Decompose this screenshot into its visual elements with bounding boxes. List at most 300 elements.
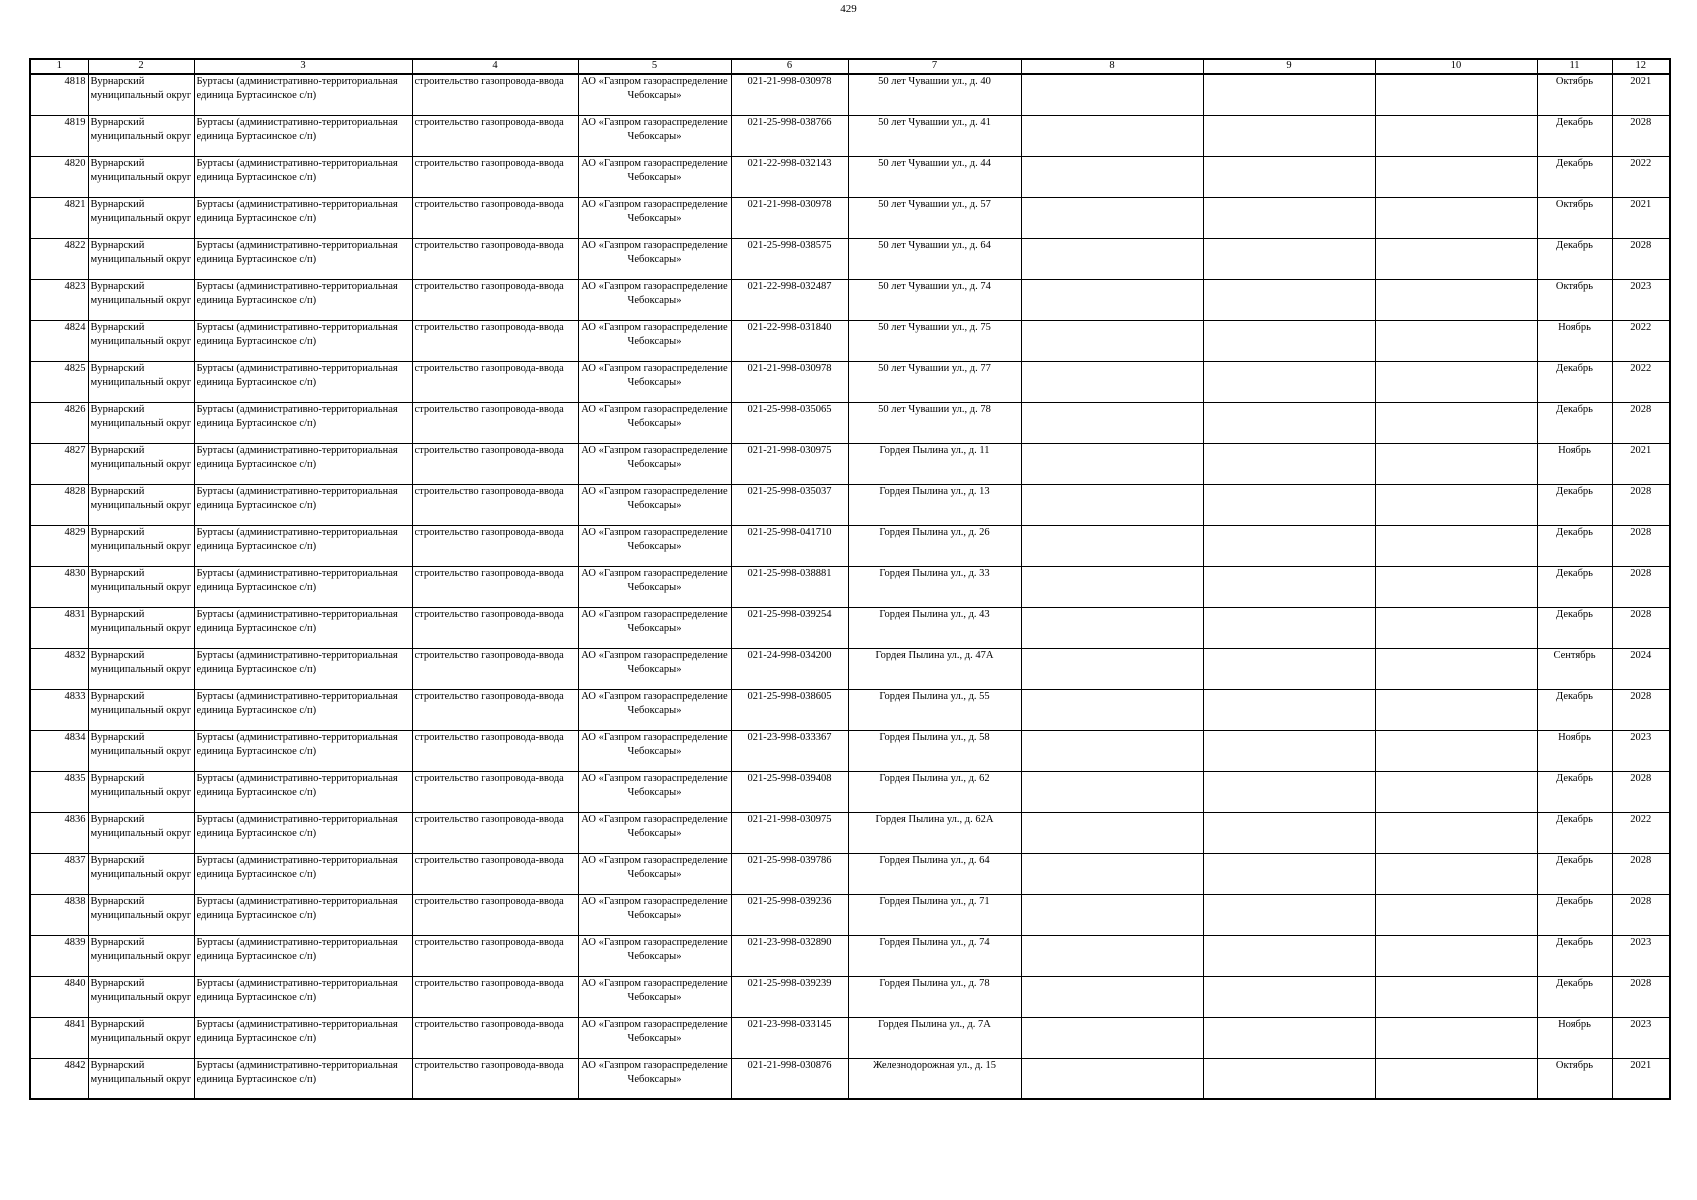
work-type-cell [412, 771, 578, 812]
year-cell-text: 2028 [1630, 239, 1652, 251]
column-8-cell [1021, 279, 1203, 320]
object-code-cell-text: 021-22-998-031840 [747, 321, 832, 333]
district-cell [88, 443, 194, 484]
object-code-cell [731, 812, 848, 853]
work-type-cell [412, 197, 578, 238]
object-code-cell [731, 443, 848, 484]
district-cell [88, 853, 194, 894]
column-9-cell [1203, 648, 1375, 689]
column-9-cell [1203, 689, 1375, 730]
object-code-cell-text: 021-25-998-035065 [747, 403, 832, 415]
work-type-cell-text: строительство газопровода-ввода [414, 198, 564, 210]
column-9-cell [1203, 156, 1375, 197]
address-cell-text: Гордея Пылина ул., д. 71 [879, 895, 990, 907]
object-code-cell [731, 525, 848, 566]
column-9-cell [1203, 1017, 1375, 1058]
district-cell-text: Вурнарский муниципальный округ [90, 116, 192, 142]
record-number [30, 115, 88, 156]
organization-cell-text: АО «Газпром газораспределение Чебоксары» [581, 485, 728, 511]
district-cell-text: Вурнарский муниципальный округ [90, 731, 192, 757]
column-header: 1 [30, 59, 88, 74]
column-10-cell [1375, 935, 1537, 976]
object-code-cell [731, 320, 848, 361]
month-cell-text: Октябрь [1555, 76, 1594, 87]
district-cell [88, 935, 194, 976]
record-number [30, 525, 88, 566]
year-cell-text: 2028 [1630, 977, 1652, 989]
column-10-cell [1375, 689, 1537, 730]
work-type-cell-text: строительство газопровода-ввода [414, 1059, 564, 1071]
column-10-cell [1375, 648, 1537, 689]
year-cell [1612, 402, 1670, 443]
object-code-cell [731, 115, 848, 156]
organization-cell-text: АО «Газпром газораспределение Чебоксары» [581, 403, 728, 429]
year-cell [1612, 320, 1670, 361]
work-type-cell-text: строительство газопровода-ввода [414, 485, 564, 497]
year-cell [1612, 853, 1670, 894]
work-type-cell [412, 402, 578, 443]
organization-cell-text: АО «Газпром газораспределение Чебоксары» [581, 321, 728, 347]
district-cell [88, 361, 194, 402]
month-cell-text: Декабрь [1556, 977, 1593, 989]
object-code-cell [731, 648, 848, 689]
month-cell-text: Декабрь [1556, 362, 1593, 374]
organization-cell [578, 320, 731, 361]
object-code-cell-text: 021-21-998-030975 [747, 444, 832, 456]
record-number-text: 4842 [64, 1059, 86, 1071]
year-cell [1612, 812, 1670, 853]
year-cell-text: 2028 [1630, 608, 1652, 620]
column-8-cell [1021, 607, 1203, 648]
month-cell-text: Декабрь [1556, 526, 1593, 538]
table-row [30, 689, 1670, 730]
object-code-cell [731, 566, 848, 607]
month-cell-text: Декабрь [1556, 936, 1593, 948]
object-code-cell-text: 021-25-998-038766 [747, 116, 832, 128]
settlement-cell [194, 238, 412, 279]
organization-cell [578, 1058, 731, 1099]
object-code-cell-text: 021-21-998-030975 [747, 813, 832, 825]
settlement-cell-text: Буртасы (административно-территориальная единица Буртасинское с/п) [196, 731, 398, 757]
object-code-cell [731, 894, 848, 935]
column-8-cell [1021, 1058, 1203, 1099]
organization-cell [578, 976, 731, 1017]
address-cell-text: Гордея Пылина ул., д. 7А [878, 1018, 991, 1030]
district-cell [88, 648, 194, 689]
column-header: 9 [1203, 59, 1375, 74]
table-row [30, 1058, 1670, 1099]
column-8-cell [1021, 853, 1203, 894]
column-header: 3 [194, 59, 412, 74]
settlement-cell [194, 484, 412, 525]
district-cell-text: Вурнарский муниципальный округ [90, 895, 192, 921]
month-cell-text: Ноябрь [1558, 731, 1591, 743]
settlement-cell-text: Буртасы (административно-территориальная единица Буртасинское с/п) [196, 76, 398, 101]
column-10-cell [1375, 812, 1537, 853]
record-number [30, 320, 88, 361]
work-type-cell-text: строительство газопровода-ввода [414, 321, 564, 333]
year-cell-text: 2028 [1630, 116, 1652, 128]
column-9-cell [1203, 238, 1375, 279]
work-type-cell [412, 484, 578, 525]
month-cell-text: Декабрь [1556, 608, 1593, 620]
work-type-cell-text: строительство газопровода-ввода [414, 76, 564, 87]
district-cell-text: Вурнарский муниципальный округ [90, 608, 192, 634]
column-9-cell [1203, 771, 1375, 812]
organization-cell [578, 689, 731, 730]
column-header: 11 [1537, 59, 1612, 74]
month-cell [1537, 238, 1612, 279]
object-code-cell-text: 021-25-998-038881 [747, 567, 832, 579]
object-code-cell [731, 238, 848, 279]
year-cell [1612, 238, 1670, 279]
organization-cell-text: АО «Газпром газораспределение Чебоксары» [581, 76, 728, 101]
column-9-cell [1203, 894, 1375, 935]
record-number-text: 4818 [64, 76, 86, 87]
year-cell [1612, 197, 1670, 238]
object-code-cell [731, 1058, 848, 1099]
work-type-cell [412, 648, 578, 689]
column-10-cell [1375, 484, 1537, 525]
column-header: 8 [1021, 59, 1203, 74]
column-header: 2 [88, 59, 194, 74]
column-10-cell [1375, 279, 1537, 320]
settlement-cell [194, 1058, 412, 1099]
column-header: 5 [578, 59, 731, 74]
year-cell-text: 2028 [1630, 772, 1652, 784]
work-type-cell [412, 320, 578, 361]
district-cell-text: Вурнарский муниципальный округ [90, 936, 192, 962]
address-cell-text: Гордея Пылина ул., д. 13 [879, 485, 990, 497]
record-number-text: 4825 [64, 362, 86, 374]
month-cell-text: Декабрь [1556, 813, 1593, 825]
address-cell-text: 50 лет Чувашии ул., д. 40 [878, 76, 991, 87]
object-code-cell [731, 1017, 848, 1058]
settlement-cell [194, 566, 412, 607]
table-row [30, 443, 1670, 484]
work-type-cell-text: строительство газопровода-ввода [414, 895, 564, 907]
column-8-cell [1021, 689, 1203, 730]
object-code-cell-text: 021-25-998-039254 [747, 608, 832, 620]
settlement-cell-text: Буртасы (административно-территориальная единица Буртасинское с/п) [196, 157, 398, 183]
work-type-cell [412, 74, 578, 115]
district-cell [88, 771, 194, 812]
organization-cell [578, 402, 731, 443]
column-9-cell [1203, 361, 1375, 402]
column-9-cell [1203, 853, 1375, 894]
year-cell-text: 2023 [1630, 936, 1652, 948]
work-type-cell [412, 812, 578, 853]
district-cell-text: Вурнарский муниципальный округ [90, 362, 192, 388]
record-number [30, 935, 88, 976]
record-number-text: 4821 [64, 198, 86, 210]
year-cell [1612, 484, 1670, 525]
district-cell-text: Вурнарский муниципальный округ [90, 854, 192, 880]
column-9-cell [1203, 607, 1375, 648]
address-cell [848, 1017, 1021, 1058]
district-cell-text: Вурнарский муниципальный округ [90, 813, 192, 839]
work-type-cell [412, 853, 578, 894]
object-code-cell [731, 74, 848, 115]
address-cell [848, 689, 1021, 730]
work-type-cell [412, 1058, 578, 1099]
address-cell-text: 50 лет Чувашии ул., д. 78 [878, 403, 991, 415]
work-type-cell [412, 689, 578, 730]
record-number [30, 1017, 88, 1058]
organization-cell [578, 1017, 731, 1058]
record-number-text: 4823 [64, 280, 86, 292]
organization-cell-text: АО «Газпром газораспределение Чебоксары» [581, 772, 728, 798]
settlement-cell [194, 935, 412, 976]
table-row [30, 361, 1670, 402]
district-cell-text: Вурнарский муниципальный округ [90, 444, 192, 470]
column-9-cell [1203, 402, 1375, 443]
month-cell-text: Октябрь [1555, 280, 1594, 292]
object-code-cell [731, 279, 848, 320]
month-cell [1537, 894, 1612, 935]
year-cell-text: 2028 [1630, 485, 1652, 497]
table-row [30, 648, 1670, 689]
record-number [30, 279, 88, 320]
object-code-cell-text: 021-25-998-039239 [747, 977, 832, 989]
organization-cell [578, 156, 731, 197]
object-code-cell-text: 021-25-998-035037 [747, 485, 832, 497]
settlement-cell-text: Буртасы (административно-территориальная единица Буртасинское с/п) [196, 1018, 398, 1044]
district-cell [88, 74, 194, 115]
year-cell [1612, 115, 1670, 156]
address-cell-text: Гордея Пылина ул., д. 47А [875, 649, 994, 661]
address-cell-text: Гордея Пылина ул., д. 33 [879, 567, 990, 579]
month-cell-text: Сентябрь [1553, 649, 1596, 661]
settlement-cell [194, 279, 412, 320]
object-code-cell-text: 021-25-998-039786 [747, 854, 832, 866]
address-cell-text: Гордея Пылина ул., д. 11 [879, 444, 990, 456]
address-cell [848, 197, 1021, 238]
year-cell [1612, 607, 1670, 648]
record-number [30, 238, 88, 279]
year-cell [1612, 648, 1670, 689]
work-type-cell [412, 894, 578, 935]
year-cell-text: 2022 [1630, 813, 1652, 825]
address-cell [848, 443, 1021, 484]
address-cell-text: Железнодорожная ул., д. 15 [872, 1059, 997, 1071]
record-number-text: 4839 [64, 936, 86, 948]
month-cell [1537, 156, 1612, 197]
work-type-cell-text: строительство газопровода-ввода [414, 608, 564, 620]
address-cell [848, 156, 1021, 197]
table-row [30, 279, 1670, 320]
work-type-cell-text: строительство газопровода-ввода [414, 362, 564, 374]
column-10-cell [1375, 74, 1537, 115]
address-cell-text: 50 лет Чувашии ул., д. 64 [878, 239, 991, 251]
record-number [30, 443, 88, 484]
month-cell [1537, 361, 1612, 402]
month-cell [1537, 1058, 1612, 1099]
settlement-cell-text: Буртасы (административно-территориальная единица Буртасинское с/п) [196, 444, 398, 470]
organization-cell [578, 238, 731, 279]
record-number-text: 4837 [64, 854, 86, 866]
record-number-text: 4820 [64, 157, 86, 169]
address-cell-text: Гордея Пылина ул., д. 78 [879, 977, 990, 989]
month-cell-text: Ноябрь [1558, 1018, 1591, 1030]
record-number-text: 4831 [64, 608, 86, 620]
month-cell [1537, 607, 1612, 648]
record-number-text: 4833 [64, 690, 86, 702]
work-type-cell [412, 115, 578, 156]
address-cell-text: 50 лет Чувашии ул., д. 44 [878, 157, 991, 169]
column-8-cell [1021, 771, 1203, 812]
record-number [30, 771, 88, 812]
column-9-cell [1203, 279, 1375, 320]
organization-cell-text: АО «Газпром газораспределение Чебоксары» [581, 239, 728, 265]
year-cell-text: 2023 [1630, 731, 1652, 743]
object-code-cell-text: 021-25-998-041710 [747, 526, 832, 538]
organization-cell [578, 484, 731, 525]
object-code-cell-text: 021-23-998-032890 [747, 936, 832, 948]
year-cell-text: 2023 [1630, 1018, 1652, 1030]
object-code-cell [731, 197, 848, 238]
record-number-text: 4826 [64, 403, 86, 415]
year-cell [1612, 976, 1670, 1017]
year-cell [1612, 894, 1670, 935]
work-type-cell-text: строительство газопровода-ввода [414, 280, 564, 292]
year-cell [1612, 566, 1670, 607]
column-8-cell [1021, 197, 1203, 238]
year-cell-text: 2028 [1630, 895, 1652, 907]
work-type-cell [412, 1017, 578, 1058]
organization-cell [578, 525, 731, 566]
object-code-cell [731, 402, 848, 443]
column-9-cell [1203, 443, 1375, 484]
table-row [30, 976, 1670, 1017]
settlement-cell [194, 894, 412, 935]
work-type-cell [412, 566, 578, 607]
month-cell-text: Декабрь [1556, 567, 1593, 579]
address-cell [848, 484, 1021, 525]
address-cell [848, 115, 1021, 156]
column-10-cell [1375, 1058, 1537, 1099]
month-cell-text: Декабрь [1556, 895, 1593, 907]
record-number [30, 894, 88, 935]
year-cell-text: 2028 [1630, 403, 1652, 415]
table-row [30, 484, 1670, 525]
column-10-cell [1375, 607, 1537, 648]
column-10-cell [1375, 402, 1537, 443]
table-row [30, 320, 1670, 361]
district-cell-text: Вурнарский муниципальный округ [90, 198, 192, 224]
table-row [30, 894, 1670, 935]
object-code-cell-text: 021-22-998-032487 [747, 280, 832, 292]
organization-cell-text: АО «Газпром газораспределение Чебоксары» [581, 731, 728, 757]
district-cell-text: Вурнарский муниципальный округ [90, 239, 192, 265]
settlement-cell [194, 361, 412, 402]
column-10-cell [1375, 443, 1537, 484]
record-number [30, 689, 88, 730]
settlement-cell-text: Буртасы (административно-территориальная единица Буртасинское с/п) [196, 403, 398, 429]
record-number-text: 4836 [64, 813, 86, 825]
object-code-cell-text: 021-21-998-030978 [747, 76, 832, 87]
record-number-text: 4835 [64, 772, 86, 784]
organization-cell-text: АО «Газпром газораспределение Чебоксары» [581, 526, 728, 552]
year-cell-text: 2028 [1630, 567, 1652, 579]
column-header: 12 [1612, 59, 1670, 74]
column-8-cell [1021, 238, 1203, 279]
record-number [30, 197, 88, 238]
organization-cell [578, 771, 731, 812]
district-cell [88, 894, 194, 935]
column-9-cell [1203, 976, 1375, 1017]
column-9-cell [1203, 74, 1375, 115]
organization-cell-text: АО «Газпром газораспределение Чебоксары» [581, 444, 728, 470]
column-9-cell [1203, 525, 1375, 566]
address-cell-text: Гордея Пылина ул., д. 62 [879, 772, 990, 784]
district-cell-text: Вурнарский муниципальный округ [90, 977, 192, 1003]
object-code-cell-text: 021-25-998-038575 [747, 239, 832, 251]
settlement-cell [194, 320, 412, 361]
organization-cell [578, 607, 731, 648]
column-9-cell [1203, 197, 1375, 238]
district-cell [88, 976, 194, 1017]
object-code-cell-text: 021-23-998-033145 [747, 1018, 832, 1030]
address-cell [848, 402, 1021, 443]
organization-cell-text: АО «Газпром газораспределение Чебоксары» [581, 157, 728, 183]
organization-cell-text: АО «Газпром газораспределение Чебоксары» [581, 567, 728, 593]
settlement-cell-text: Буртасы (административно-территориальная единица Буртасинское с/п) [196, 239, 398, 265]
column-10-cell [1375, 730, 1537, 771]
year-cell [1612, 525, 1670, 566]
column-9-cell [1203, 730, 1375, 771]
district-cell [88, 197, 194, 238]
work-type-cell-text: строительство газопровода-ввода [414, 649, 564, 661]
column-8-cell [1021, 402, 1203, 443]
year-cell [1612, 361, 1670, 402]
organization-cell-text: АО «Газпром газораспределение Чебоксары» [581, 1018, 728, 1044]
district-cell-text: Вурнарский муниципальный округ [90, 772, 192, 798]
column-10-cell [1375, 361, 1537, 402]
month-cell-text: Декабрь [1556, 690, 1593, 702]
work-type-cell [412, 730, 578, 771]
object-code-cell [731, 976, 848, 1017]
column-9-cell [1203, 484, 1375, 525]
record-number-text: 4819 [64, 116, 86, 128]
month-cell-text: Декабрь [1556, 239, 1593, 251]
month-cell-text: Октябрь [1555, 198, 1594, 210]
table-row [30, 935, 1670, 976]
organization-cell [578, 730, 731, 771]
address-cell [848, 935, 1021, 976]
district-cell [88, 607, 194, 648]
object-code-cell-text: 021-21-998-030978 [747, 362, 832, 374]
organization-cell [578, 197, 731, 238]
table-row [30, 812, 1670, 853]
organization-cell [578, 361, 731, 402]
year-cell-text: 2021 [1630, 444, 1652, 456]
settlement-cell-text: Буртасы (административно-территориальная единица Буртасинское с/п) [196, 280, 398, 306]
work-type-cell-text: строительство газопровода-ввода [414, 731, 564, 743]
settlement-cell-text: Буртасы (административно-территориальная единица Буртасинское с/п) [196, 198, 398, 224]
address-cell-text: 50 лет Чувашии ул., д. 74 [878, 280, 991, 292]
month-cell-text: Декабрь [1556, 116, 1593, 128]
object-code-cell-text: 021-25-998-039236 [747, 895, 832, 907]
table-row [30, 74, 1670, 115]
organization-cell [578, 935, 731, 976]
settlement-cell [194, 1017, 412, 1058]
work-type-cell-text: строительство газопровода-ввода [414, 403, 564, 415]
year-cell [1612, 279, 1670, 320]
month-cell-text: Декабрь [1556, 854, 1593, 866]
year-cell-text: 2028 [1630, 690, 1652, 702]
column-10-cell [1375, 894, 1537, 935]
